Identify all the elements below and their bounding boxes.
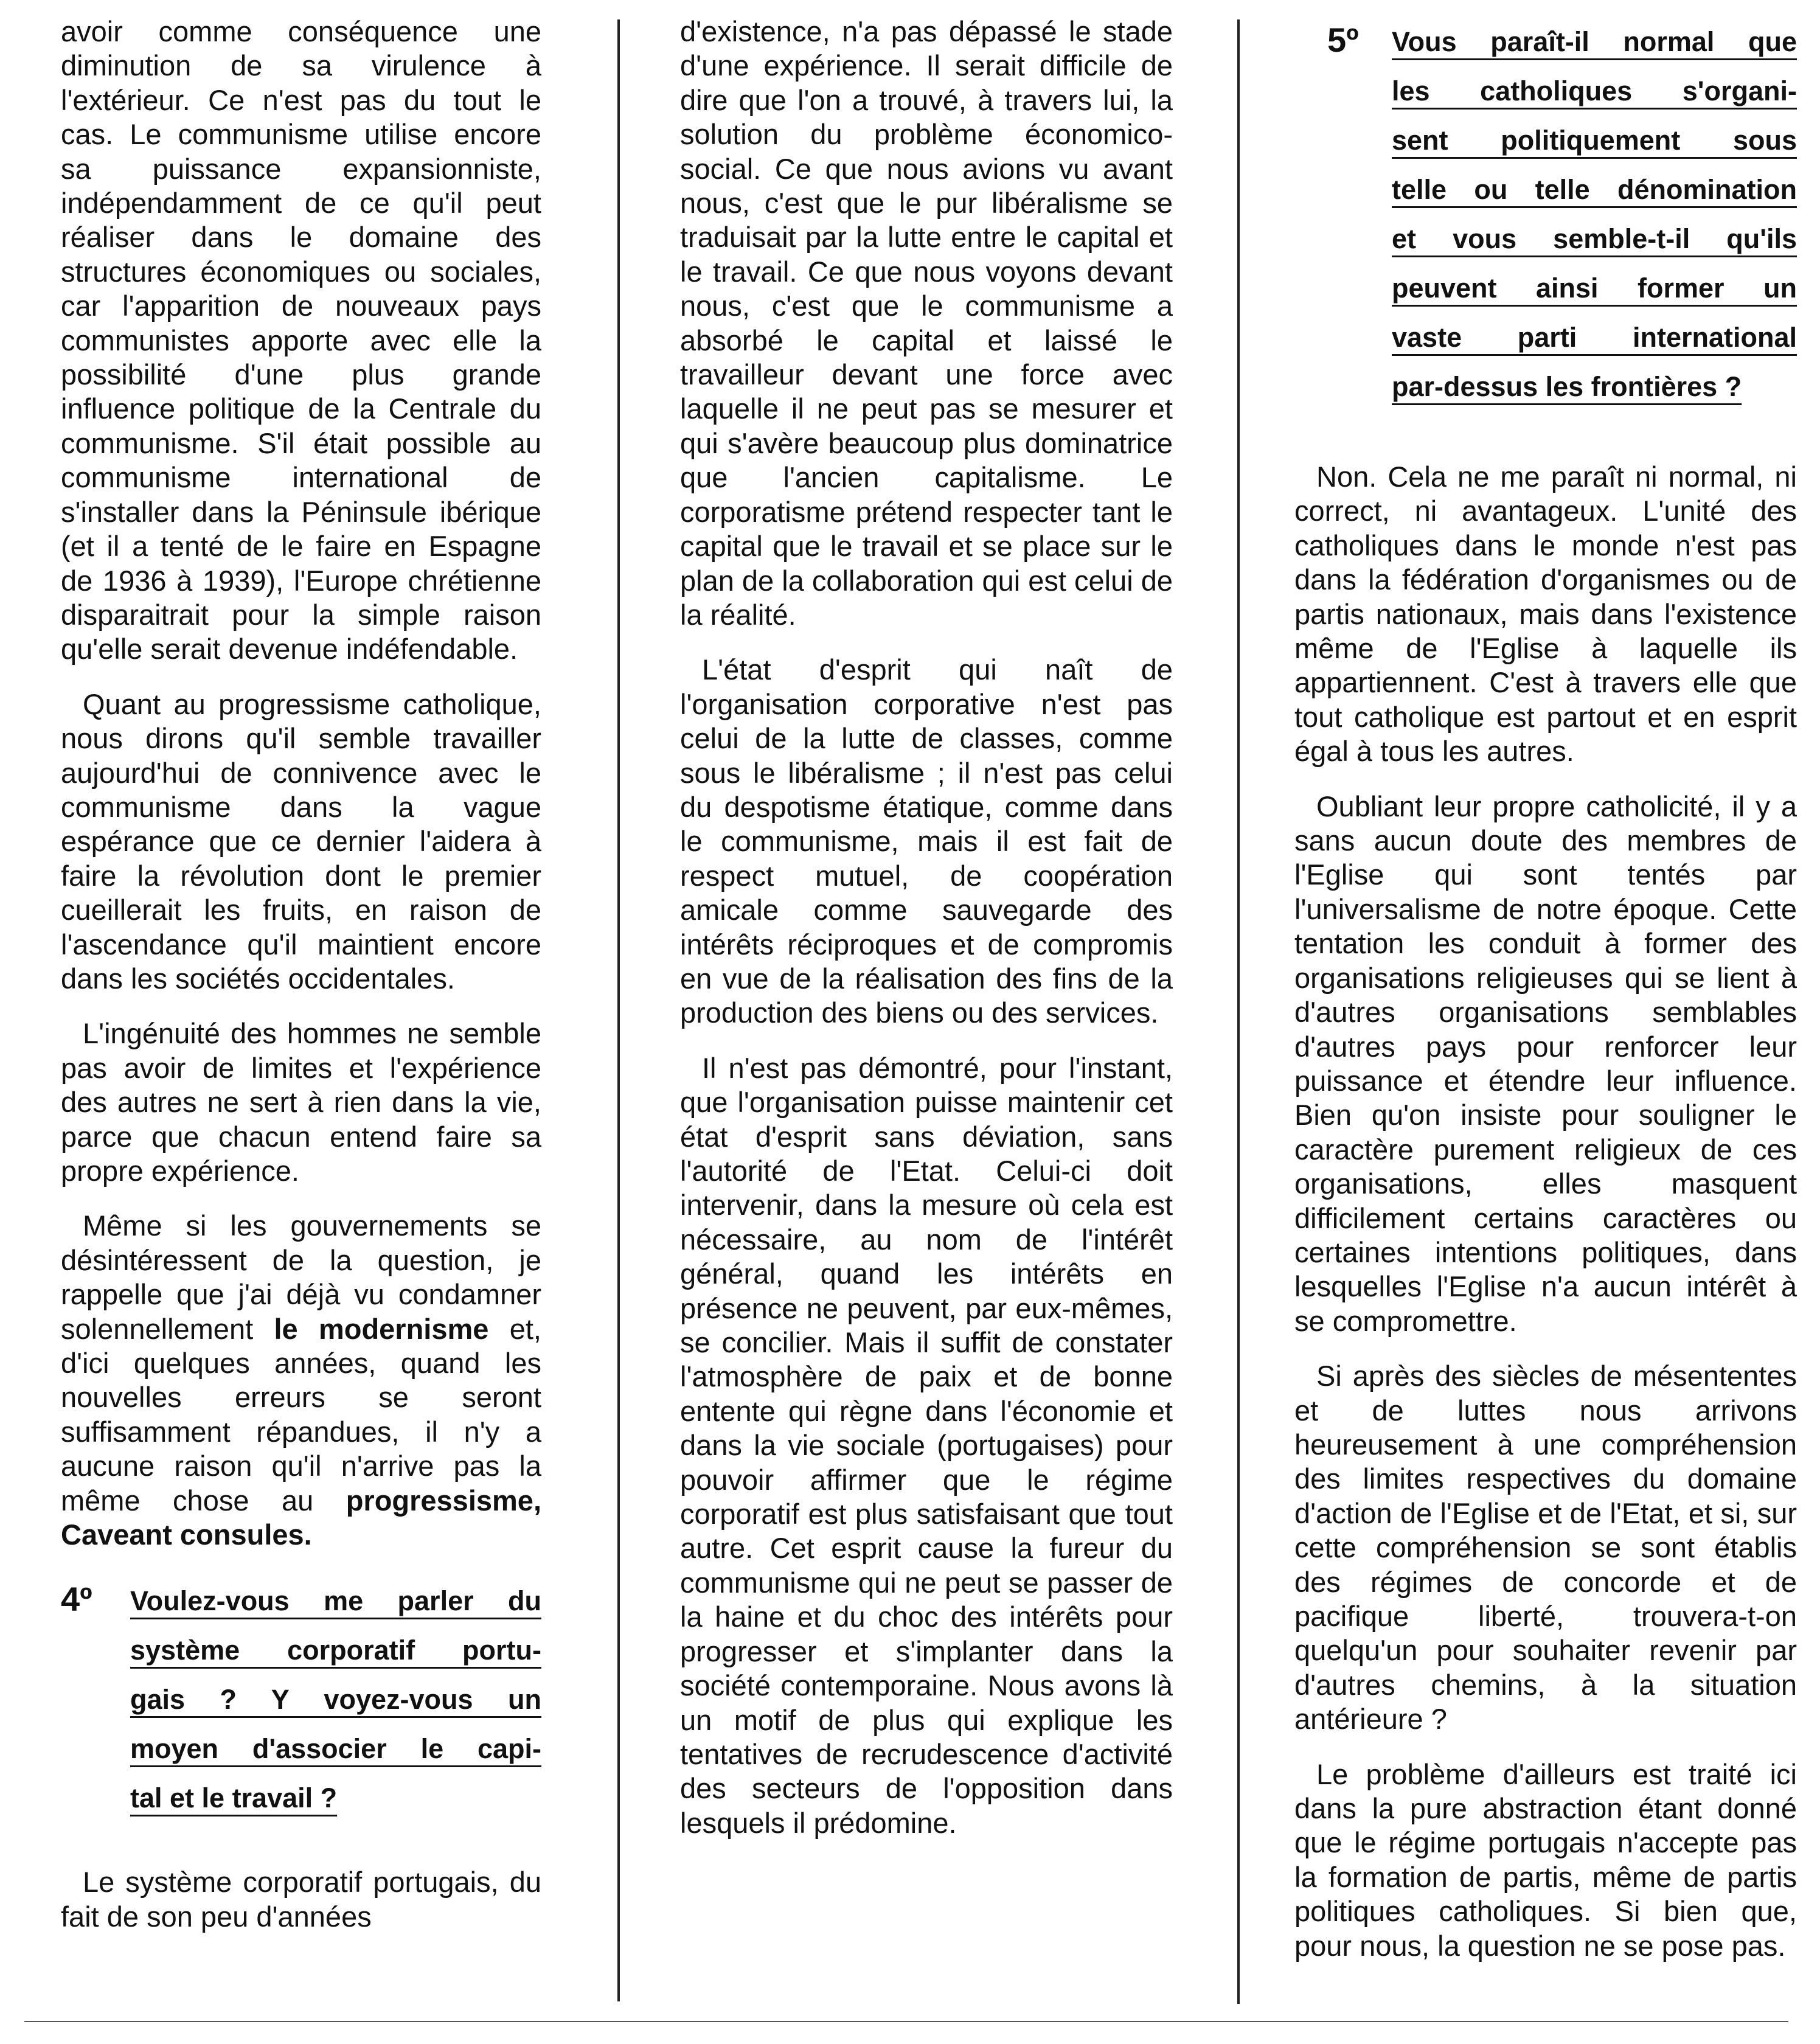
column-divider-right [1237,19,1240,2004]
paragraph: Non. Cela ne me paraît ni normal, ni correct, ni avantageux. L'unité des catholiques dans le monde n'est pas dans la fédération d'organismes ou de partis nationaux, mais dans l'existence même de l'Eglise à laquelle ils appartiennent. C'est à travers elle que tout catholique est partout et en esprit égal à tous les autres. [1294,461,1797,768]
paragraph: L'ingénuité des hommes ne semble pas avoir de limites et l'expérience des autres ne sert à rien dans la vie, parce que chacun entend faire sa propre expérience. [61,1017,541,1187]
column-divider-left [617,19,620,2001]
paragraph: Si après des siècles de mésententes et de luttes nous arrivons heureusement à une compréhension des limites respectives du domaine d'action de l'Eglise et de l'Etat, et si, sur cette compréhension se sont établis des régimes de concorde et de pacifique liberté, trouvera-t-on quelqu'un pour souhaiter revenir par d'autres chemins, à la situation antérieure ? [1294,1360,1797,1736]
paragraph: Il n'est pas démontré, pour l'instant, que l'organisation puisse maintenir cet état d'esprit sans déviation, sans l'autorité de l'Etat. Celui-ci doit intervenir, dans la mesure où cela est nécessaire, au nom de l'intérêt général, quand les intérêts en présence ne peuvent, par eux-mêmes, se concilier. Mais il suffit de constater l'atmosphère de paix et de bonne entente qui règne dans l'économie et dans la vie sociale (portugaises) pour pouvoir affirmer que le régime corporatif est plus satisfaisant que tout autre. Cet esprit cause la fureur du communisme qui ne peut se passer de la haine et du choc des intérêts pour progresser et s'implanter dans la société contemporaine. Nous avons là un motif de plus qui explique les tentatives de recrudescence d'activité des secteurs de l'opposition dans lesquels il prédomine. [680,1051,1173,1839]
bold-term: le modernisme [274,1312,489,1345]
paragraph: Oubliant leur propre catholicité, il y a sans aucun doute des membres de l'Eglise qui sont tentés par l'universalisme de notre époque. Cette tentation les conduit à former des organisations religieuses qui se lient à d'autres organisations semblables d'autres pays pour renforcer leur puissance et étendre leur influence. Bien qu'on insiste pour souligner le caractère purement religieux de ces organisations, elles masquent difficilement certains caractères ou certaines intentions politiques, dans lesquelles l'Eglise n'a aucun intérêt à se compromettre. [1294,790,1797,1337]
question-line: gais ? Y voyez-vous un [130,1684,541,1715]
paragraph-text: Même si les gouvernements se désintéressent de la question, je rappelle que j'ai déjà vu condamner solennellement [61,1209,541,1345]
question-line: sent politiquement sous [1392,125,1797,156]
question-line: moyen d'associer le capi- [130,1733,541,1765]
paragraph [61,1209,541,1552]
question-line: système corporatif portu- [130,1635,541,1666]
question-line: et vous semble-t-il qu'ils [1392,223,1797,254]
text-column-1 [61,15,541,1955]
bold-term: progressisme, Caveant consules. [61,1484,541,1551]
question-line: par-dessus les frontières ? [1392,371,1742,402]
question-line: les catholiques s'organi- [1392,75,1797,106]
question-text [1392,17,1797,411]
question-5 [1294,17,1797,411]
paragraph: Le système corporatif portugais, du fait de son peu d'années [61,1866,541,1933]
paragraph: L'état d'esprit qui naît de l'organisation corporative n'est pas celui de la lutte de classes, comme sous le libéralisme ; il n'est pas celui du despotisme étatique, comme dans le communisme, mais il est fait de respect mutuel, de coopération amicale comme sauvegarde des intérêts réciproques et de compromis en vue de la réalisation des fins de la production des biens ou des services. [680,653,1173,1029]
paragraph: d'existence, n'a pas dépassé le stade d'une expérience. Il serait difficile de dire que l'on a trouvé, à travers lui, la solution du problème économico-social. Ce que nous avions vu avant nous, c'est que le pur libéralisme se traduisait par la lutte entre le capital et le travail. Ce que nous voyons devant nous, c'est que le communisme a absorbé le capital et laissé le travailleur devant une force avec laquelle il ne peut pas se mesurer et qui s'avère beaucoup plus dominatrice que l'ancien capitalisme. Le corporatisme prétend respecter tant le capital que le travail et se place sur le plan de la collaboration qui est celui de la réalité. [680,15,1173,631]
question-line: Voulez-vous me parler du [130,1585,541,1617]
question-number: 4º [61,1580,92,1619]
question-line: telle ou telle dénomination [1392,174,1797,205]
paragraph: avoir comme conséquence une diminution de sa virulence à l'extérieur. Ce n'est pas du tout le cas. Le communisme utilise encore sa puissance expansionniste, indépendamment de ce qu'il peut réaliser dans le domaine des structures économiques ou sociales, car l'apparition de nouveaux pays communistes apporte avec elle la possibilité d'une plus grande influence politique de la Centrale du communisme. S'il était possible au communisme international de s'installer dans la Péninsule ibérique (et il a tenté de le faire en Espagne de 1936 à 1939), l'Europe chrétienne disparaitrait pour la simple raison qu'elle serait devenue indéfendable. [61,15,541,666]
question-text [130,1576,541,1823]
question-line: Vous paraît-il normal que [1392,26,1797,57]
question-number: 5º [1327,21,1359,59]
paragraph-text: et, d'ici quelques années, quand les nouvelles erreurs se seront suffisamment répandues, il n'y a aucune raison qu'il n'arrive pas la même chose au [61,1312,541,1517]
question-line: tal et le travail ? [130,1782,338,1814]
question-line: peuvent ainsi former un [1392,273,1797,304]
paragraph: Le problème d'ailleurs est traité ici dans la pure abstraction étant donné que le régime portugais n'accepte pas la formation de partis, même de partis politiques catholiques. Si bien que, pour nous, la question ne se pose pas. [1294,1757,1797,1962]
paragraph: Quant au progressisme catholique, nous dirons qu'il semble travailler aujourd'hui de connivence avec le communisme dans la vague espérance que ce dernier l'aidera à faire la révolution dont le premier cueillerait les fruits, en raison de l'ascendance qu'il maintient encore dans les sociétés occidentales. [61,687,541,995]
text-column-3 [1294,15,1797,1984]
text-column-2 [680,15,1173,1861]
question-line: vaste parti international [1392,322,1797,353]
footer-rule [24,2021,1788,2022]
question-4 [61,1576,541,1823]
